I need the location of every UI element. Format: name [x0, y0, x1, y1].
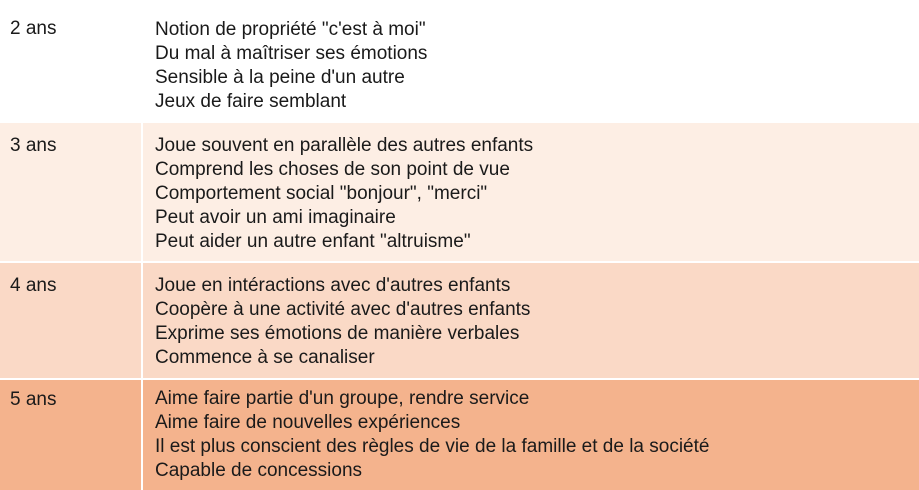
- description-cell: [145, 380, 919, 490]
- table-row-4-ans: [0, 263, 919, 380]
- list-item: Commence à se canaliser: [155, 347, 375, 368]
- description-cell: [145, 263, 919, 378]
- list-item: Coopère à une activité avec d'autres enfants: [155, 299, 531, 320]
- list-item: Jeux de faire semblant: [155, 91, 347, 112]
- table-row-2-ans: [0, 0, 919, 123]
- list-item: Comportement social "bonjour", "merci": [155, 183, 488, 204]
- table-row-3-ans: [0, 123, 919, 263]
- list-item: Aime faire partie d'un groupe, rendre service: [155, 388, 530, 409]
- list-item: Joue souvent en parallèle des autres enfants: [155, 135, 534, 156]
- age-cell: 4 ans: [0, 263, 143, 378]
- list-item: Du mal à maîtriser ses émotions: [155, 43, 428, 64]
- list-item: Sensible à la peine d'un autre: [155, 67, 405, 88]
- list-item: Comprend les choses de son point de vue: [155, 159, 510, 180]
- description-cell: [145, 123, 919, 261]
- list-item: Notion de propriété "c'est à moi": [155, 19, 426, 40]
- list-item: Joue en intéractions avec d'autres enfants: [155, 275, 511, 296]
- list-item: Peut avoir un ami imaginaire: [155, 207, 396, 228]
- age-cell: 3 ans: [0, 123, 143, 261]
- list-item: Capable de concessions: [155, 460, 363, 481]
- table-row-5-ans: [0, 380, 919, 490]
- description-cell: [145, 0, 919, 121]
- list-item: Il est plus conscient des règles de vie de la famille et de la société: [155, 436, 710, 457]
- list-item: Aime faire de nouvelles expériences: [155, 412, 461, 433]
- age-cell: 2 ans: [0, 0, 143, 121]
- age-cell: 5 ans: [0, 380, 143, 490]
- list-item: Peut aider un autre enfant "altruisme": [155, 231, 471, 252]
- list-item: Exprime ses émotions de manière verbales: [155, 323, 520, 344]
